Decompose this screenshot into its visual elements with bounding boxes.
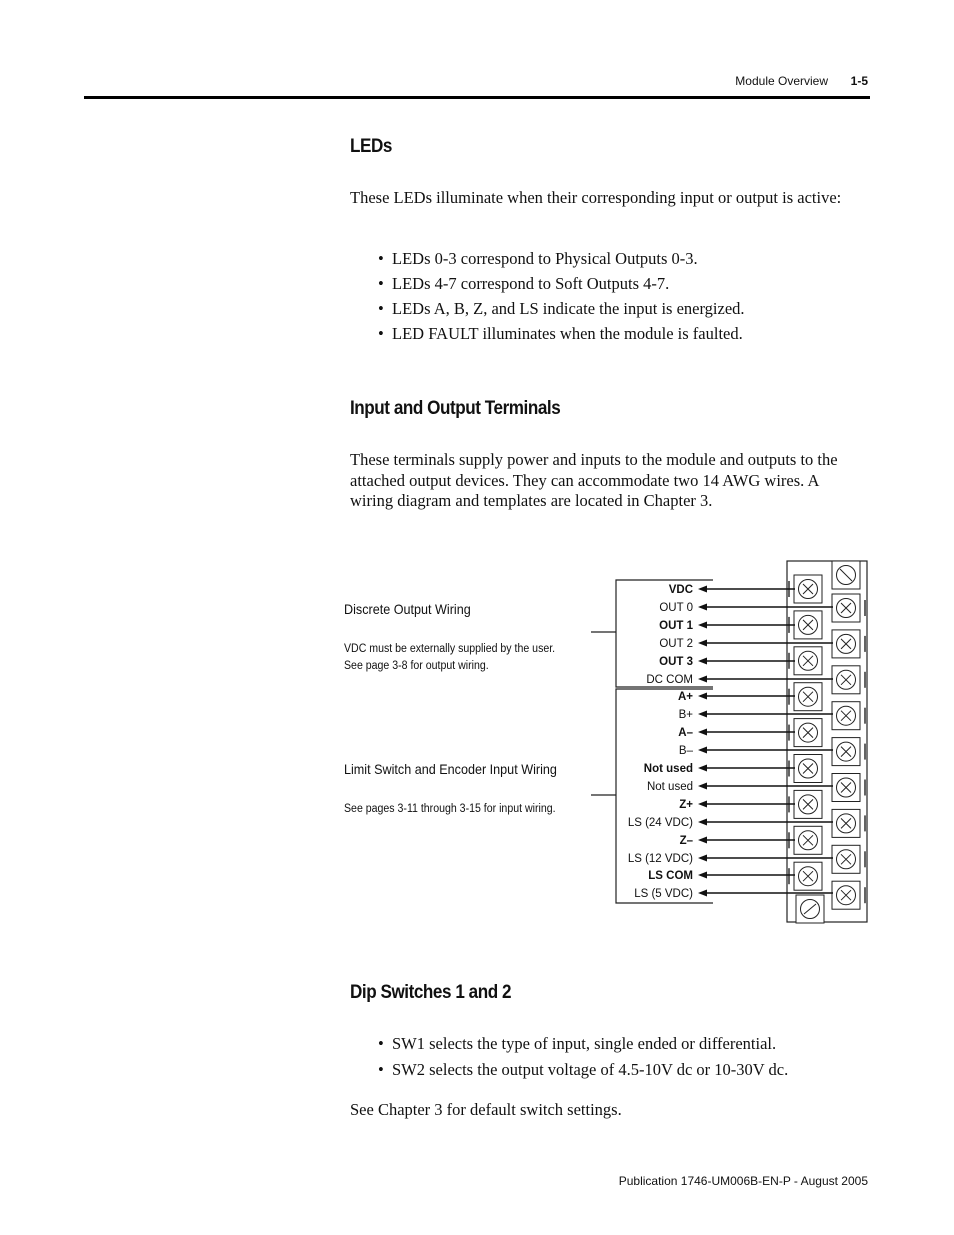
terminal-label: OUT 2 [659,638,693,650]
limit-switch-title: Limit Switch and Encoder Input Wiring [344,761,557,777]
screw-terminal [832,630,860,658]
arrow-head [698,855,707,862]
terminals-body: These terminals supply power and inputs to the module and outputs to the attached output devices. They can accommodate two 14 AWG wires. A wiring diagram and templates are located in Chapter 3. [350,450,838,510]
leds-heading: LEDs [350,136,392,157]
terminal-label: LS (24 VDC) [627,817,693,829]
terminals-heading: Input and Output Terminals [350,398,561,419]
arrow-head [698,890,707,897]
terminal-label: VDC [668,584,693,596]
arrow-head [698,586,707,593]
terminal-label: B– [678,745,693,757]
arrow-head [698,765,707,772]
terminal-label: LS COM [648,870,693,882]
screw-terminal [832,845,860,873]
terminal-label: A+ [677,691,693,703]
arrow-head [698,604,707,611]
header-page-number: 1-5 [850,74,868,88]
terminal-label: LS (12 VDC) [627,853,693,865]
screw-terminal [832,594,860,622]
list-item: • LEDs A, B, Z, and LS indicate the input is energized. [378,299,745,324]
discrete-bracket [616,580,713,687]
dip-bullet-list [378,1034,788,1086]
dip-footer-text: See Chapter 3 for default switch settings. [350,1100,622,1119]
discrete-output-title: Discrete Output Wiring [344,601,471,617]
arrow-head [698,819,707,826]
footer-publication: Publication 1746-UM006B-EN-P - August 2005 [618,1174,868,1188]
list-item: • LEDs 4-7 correspond to Soft Outputs 4-7. [378,274,745,299]
arrow-head [698,872,707,879]
leds-intro: These LEDs illuminate when their corresponding input or output is active: [350,188,842,207]
screw-terminal [794,575,822,603]
screw-terminal [796,895,824,923]
screw-terminal [832,809,860,837]
terminal-label: B+ [678,709,693,721]
terminal-label: DC COM [646,674,693,686]
list-item: • SW1 selects the type of input, single ended or differential. [378,1034,788,1060]
screw-terminal [794,826,822,854]
arrow-head [698,676,707,683]
terminal-label: Not used [643,763,693,775]
header-section-title: Module Overview [735,74,828,88]
screw-terminal [832,702,860,730]
arrow-head [698,711,707,718]
screw-terminal [794,683,822,711]
screw-terminal [794,611,822,639]
screw-terminal [794,647,822,675]
arrow-head [698,622,707,629]
terminal-label: OUT 0 [659,602,693,614]
terminal-screws [789,561,865,923]
arrow-head [698,837,707,844]
screw-terminal [794,862,822,890]
list-item: • LEDs 0-3 correspond to Physical Outputs 0-3. [378,249,745,274]
screw-terminal [832,561,860,589]
arrow-head [698,729,707,736]
screw-terminal [794,755,822,783]
arrow-head [698,640,707,647]
arrow-head [698,747,707,754]
limit-switch-note: See pages 3-11 through 3-15 for input wiring. [344,803,556,815]
dip-switches-heading: Dip Switches 1 and 2 [350,982,512,1003]
screw-terminal [832,666,860,694]
arrow-head [698,783,707,790]
arrow-head [698,693,707,700]
discrete-note-line: VDC must be externally supplied by the user. [344,643,556,655]
terminal-label: Z– [679,835,693,847]
list-item: • LED FAULT illuminates when the module is faulted. [378,324,745,349]
terminal-label: A– [678,727,693,739]
terminal-label: Z+ [679,799,693,811]
screw-terminal [794,719,822,747]
screw-terminal [832,774,860,802]
arrow-head [698,658,707,665]
discrete-note-line: See page 3-8 for output wiring. [344,660,489,672]
terminal-label: OUT 1 [659,620,693,632]
screw-terminal [832,738,860,766]
terminal-label: Not used [646,781,693,793]
arrow-head [698,801,707,808]
screw-terminal [832,881,860,909]
terminal-label: LS (5 VDC) [634,888,693,900]
terminal-label: OUT 3 [659,656,693,668]
screw-terminal [794,790,822,818]
list-item: • SW2 selects the output voltage of 4.5-10V dc or 10-30V dc. [378,1060,788,1086]
